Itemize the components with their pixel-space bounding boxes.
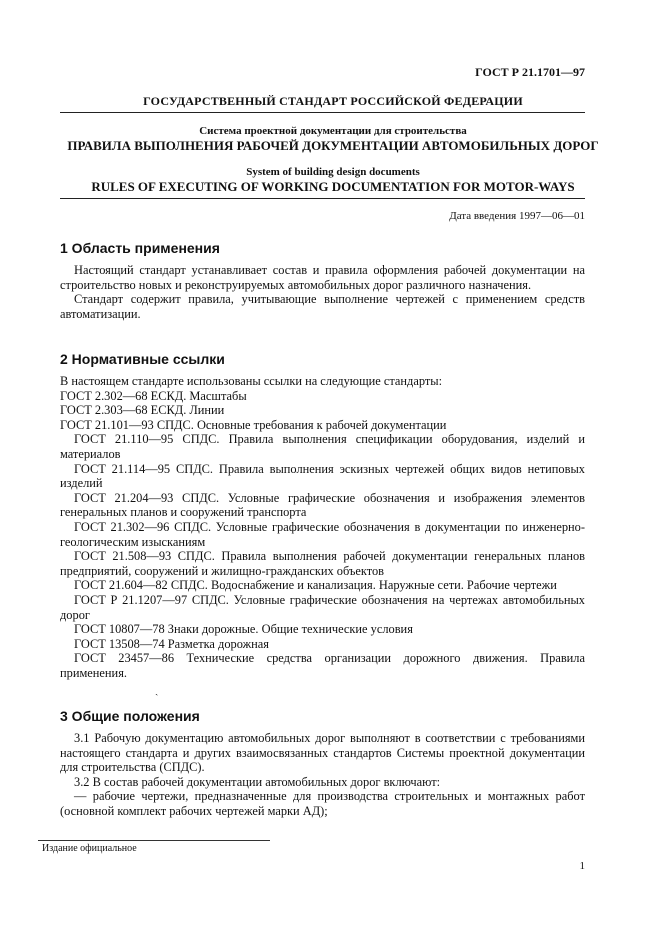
section-heading: 2 Нормативные ссылки xyxy=(60,351,225,367)
paragraph: В настоящем стандарте использованы ссылки на следующие стандарты: xyxy=(60,374,443,388)
section-heading: 3 Общие положения xyxy=(60,708,200,724)
reference-item: ГОСТ 21.508—93 СПДС. Правила выполнения рабочей документации генеральных планов предприятий, сооружений и жилищно-гражданских объектов xyxy=(60,549,585,578)
stray-mark: ˏ xyxy=(155,685,159,696)
rules-title-en: RULES OF EXECUTING OF WORKING DOCUMENTATION FOR MOTOR-WAYS xyxy=(91,179,575,194)
reference-item: ГОСТ 2.302—68 ЕСКД. Масштабы xyxy=(60,388,247,403)
reference-item: ГОСТ Р 21.1207—97 СПДС. Условные графические обозначения на чертежах автомобильных дорог xyxy=(60,592,585,622)
rules-title-ru: ПРАВИЛА ВЫПОЛНЕНИЯ РАБОЧЕЙ ДОКУМЕНТАЦИИ АВТОМОБИЛЬНЫХ ДОРОГ xyxy=(67,138,599,153)
reference-item: ГОСТ 21.101—93 СПДС. Основные требования к рабочей документации xyxy=(60,417,447,432)
reference-item: ГОСТ 21.204—93 СПДС. Условные графические обозначения и изображения элементов генеральных планов и сооружений транспорта xyxy=(60,490,585,520)
section-heading: 1 Область применения xyxy=(60,240,220,256)
standard-title: ГОСУДАРСТВЕННЫЙ СТАНДАРТ РОССИЙСКОЙ ФЕДЕРАЦИИ xyxy=(143,94,523,108)
reference-item: ГОСТ 21.604—82 СПДС. Водоснабжение и канализация. Наружные сети. Рабочие чертежи xyxy=(74,578,557,593)
reference-item: ГОСТ 2.303—68 ЕСКД. Линии xyxy=(60,403,225,418)
document-code: ГОСТ Р 21.1701—97 xyxy=(475,65,585,79)
section-body xyxy=(60,731,585,819)
system-title-en: System of building design documents xyxy=(246,166,420,178)
edition-note: Издание официальное xyxy=(42,843,137,854)
section-body xyxy=(60,374,585,680)
divider xyxy=(60,198,585,199)
reference-item: ГОСТ 23457—86 Технические средства организации дорожного движения. Правила применения. xyxy=(60,651,585,680)
reference-item: ГОСТ 13508—74 Разметка дорожная xyxy=(74,636,270,651)
reference-item: ГОСТ 21.110—95 СПДС. Правила выполнения спецификации оборудования, изделий и материалов xyxy=(60,432,585,461)
reference-item: ГОСТ 10807—78 Знаки дорожные. Общие технические условия xyxy=(74,622,413,637)
paragraph: Стандарт содержит правила, учитывающие выполнение чертежей с применением средств автоматизации. xyxy=(60,292,585,321)
divider xyxy=(60,112,585,113)
footer-divider xyxy=(38,840,270,841)
section-body xyxy=(60,263,585,321)
reference-item: ГОСТ 21.114—95 СПДС. Правила выполнения эскизных чертежей общих видов нетиповых изделий xyxy=(60,461,585,491)
paragraph: 3.2 В состав рабочей документации автомобильных дорог включают: xyxy=(74,774,441,789)
introduction-date: Дата введения 1997—06—01 xyxy=(449,210,585,222)
paragraph: — рабочие чертежи, предназначенные для производства строительных и монтажных работ (основной комплект рабочих чертежей марки АД); xyxy=(60,789,585,818)
paragraph: Настоящий стандарт устанавливает состав и правила оформления рабочей документации на строительство новых и реконструируемых автомобильных дорог различного назначения. xyxy=(60,263,585,292)
reference-item: ГОСТ 21.302—96 СПДС. Условные графические обозначения в документации по инженерно-геологическим изысканиям xyxy=(60,519,585,549)
page-number: 1 xyxy=(579,860,585,872)
system-title-ru: Система проектной документации для строительства xyxy=(199,125,467,137)
paragraph: 3.1 Рабочую документацию автомобильных дорог выполняют в соответствии с требованиями настоящего стандарта и других взаимосвязанных стандартов Системы проектной документации для строительства (СПДС). xyxy=(60,731,585,775)
